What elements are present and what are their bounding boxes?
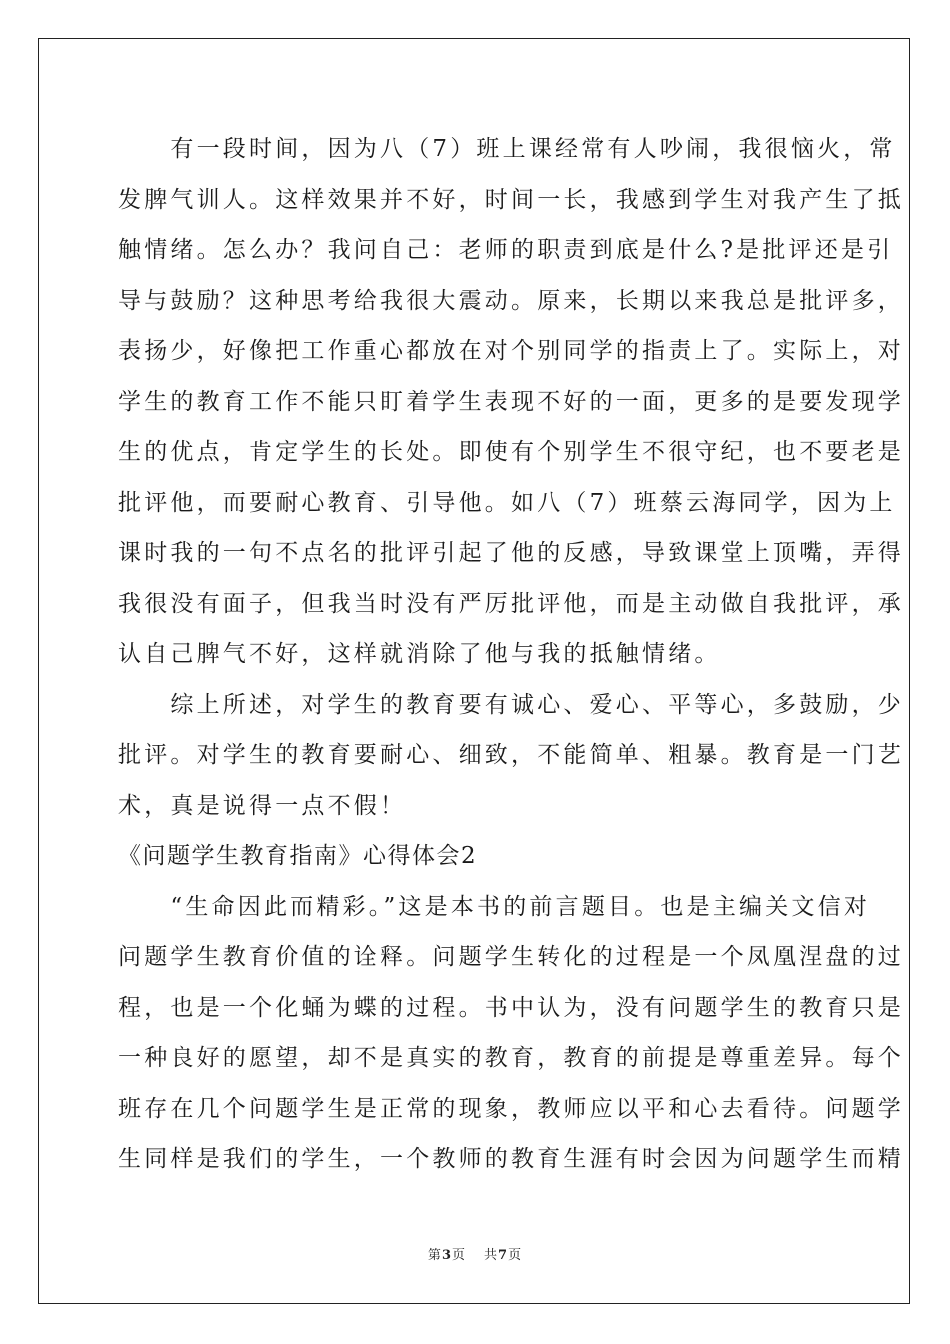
text-line: 问题学生教育价值的诠释。问题学生转化的过程是一个凤凰涅盘的过 xyxy=(118,944,904,970)
text-line: 一种良好的愿望，却不是真实的教育，教育的前提是尊重差异。每个 xyxy=(118,1045,904,1071)
document-body xyxy=(118,124,904,1185)
footer-prefix: 第 xyxy=(427,1248,442,1263)
text-line: 有一段时间，因为八（7）班上课经常有人吵闹，我很恼火，常 xyxy=(118,136,896,162)
current-page-number: 3 xyxy=(441,1248,452,1263)
text-line: 生同样是我们的学生，一个教师的教育生涯有时会因为问题学生而精 xyxy=(118,1146,904,1172)
text-line: 班存在几个问题学生是正常的现象，教师应以平和心去看待。问题学 xyxy=(118,1095,904,1122)
page-footer xyxy=(0,1244,950,1263)
text-line: 批评。对学生的教育要耐心、细致，不能简单、粗暴。教育是一门艺 xyxy=(118,742,904,768)
text-line: 导与鼓励？这种思考给我很大震动。原来，长期以来我总是批评多， xyxy=(118,287,904,314)
text-line: “生命因此而精彩。”这是本书的前言题目。也是主编关文信对 xyxy=(118,893,871,920)
text-line: 表扬少，好像把工作重心都放在对个别同学的指责上了。实际上，对 xyxy=(118,338,904,364)
text-line: 综上所述，对学生的教育要有诚心、爱心、平等心，多鼓励，少 xyxy=(118,691,904,718)
text-line: 认自己脾气不好，这样就消除了他与我的抵触情绪。 xyxy=(118,641,721,667)
text-line: 我很没有面子，但我当时没有严厉批评他，而是主动做自我批评，承 xyxy=(118,590,904,617)
text-line: 触情绪。怎么办？我问自己：老师的职责到底是什么?是批评还是引 xyxy=(118,237,894,263)
text-line: 生的优点，肯定学生的长处。即使有个别学生不很守纪，也不要老是 xyxy=(118,439,904,465)
footer-page-suffix: 页 xyxy=(451,1248,466,1263)
footer-total-prefix: 共 xyxy=(484,1248,499,1263)
text-line: 批评他，而要耐心教育、引导他。如八（7）班蔡云海同学，因为上 xyxy=(118,489,896,516)
text-line: 学生的教育工作不能只盯着学生表现不好的一面，更多的是要发现学 xyxy=(118,388,904,415)
text-line: 术，真是说得一点不假！ xyxy=(118,792,407,819)
text-line: 发脾气训人。这样效果并不好，时间一长，我感到学生对我产生了抵 xyxy=(118,186,904,213)
footer-total-suffix: 页 xyxy=(508,1248,523,1263)
text-line: 课时我的一句不点名的批评引起了他的反感，导致课堂上顶嘴，弄得 xyxy=(118,540,904,566)
total-page-count: 7 xyxy=(498,1248,509,1263)
section-heading: 《问题学生教育指南》心得体会2 xyxy=(118,843,478,869)
text-line: 程，也是一个化蛹为蝶的过程。书中认为，没有问题学生的教育只是 xyxy=(118,994,904,1021)
